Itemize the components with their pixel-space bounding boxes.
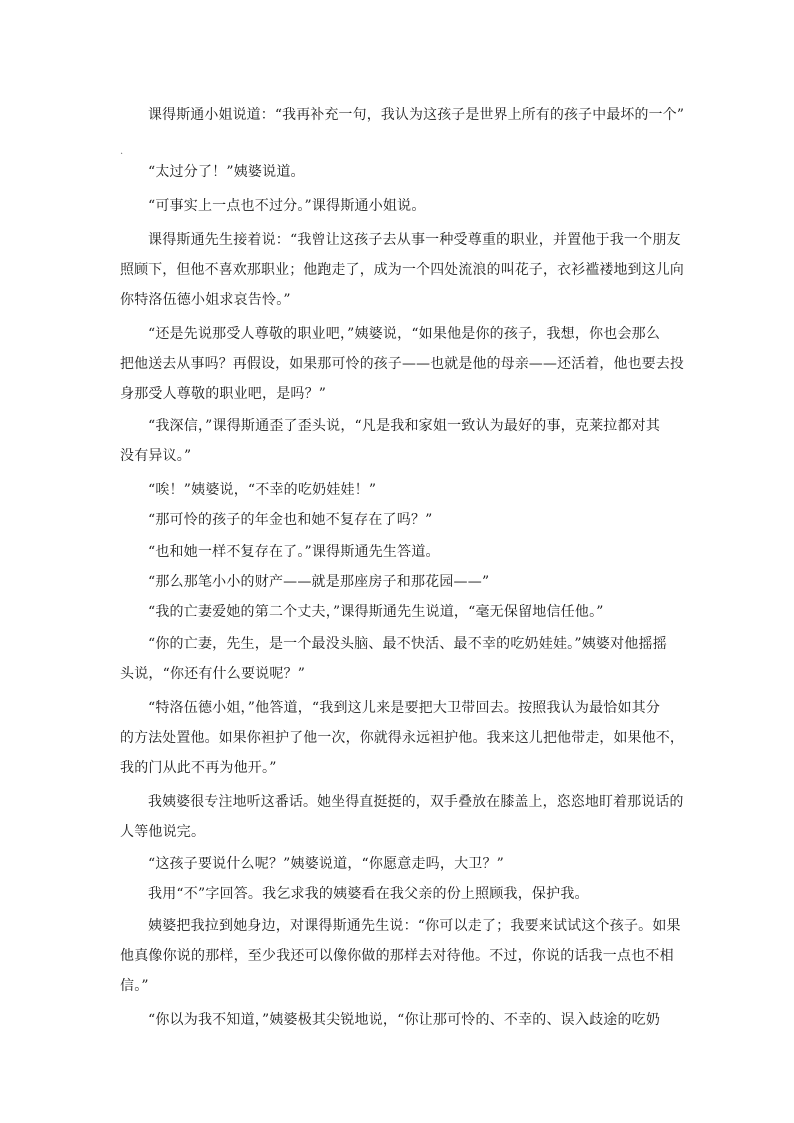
- paragraph-line: “那么那笔小小的财产——就是那座房子和那花园——”: [148, 574, 490, 590]
- paragraph-line: 他真像你说的那样，至少我还可以像你做的那样去对待他。不过，你说的话我一点也不相: [120, 948, 674, 964]
- paragraph-line: “唉！”姨婆说，“不幸的吃奶娃娃！”: [148, 482, 377, 498]
- paragraph-line: 的方法处置他。如果你袒护了他一次，你就得永远袒护他。我来这儿把他带走，如果他不，: [120, 730, 685, 746]
- paragraph-line: “还是先说那受人尊敬的职业吧，”姨婆说，“如果他是你的孩子，我想，你也会那么: [148, 326, 661, 342]
- paragraph-line: “特洛伍德小姐，”他答道，“我到这儿来是要把大卫带回去。按照我认为最恰如其分: [148, 700, 661, 716]
- paragraph-line: “你的亡妻，先生，是一个最没头脑、最不快活、最不幸的吃奶娃娃。”姨婆对他摇摇: [148, 636, 667, 652]
- paragraph-line: “你以为我不知道，”姨婆极其尖锐地说，“你让那可怜的、不幸的、误入歧途的吃奶: [148, 1012, 661, 1028]
- paragraph-line: 照顾下，但他不喜欢那职业；他跑走了，成为一个四处流浪的叫花子，衣衫褴褛地到这儿向: [120, 262, 685, 278]
- paragraph-line: 头说，“你还有什么要说呢？”: [120, 666, 306, 682]
- paragraph-line: 我用“不”字回答。我乞求我的姨婆看在我父亲的份上照顾我，保护我。: [148, 886, 589, 902]
- paragraph-line: 没有异议。”: [120, 448, 192, 464]
- paragraph-line: 你特洛伍德小姐求哀告怜。”: [120, 292, 291, 308]
- paragraph-line: 姨婆把我拉到她身边，对课得斯通先生说：“你可以走了；我要来试试这个孩子。如果: [148, 918, 681, 934]
- paragraph-line: “这孩子要说什么呢？”姨婆说道，“你愿意走吗，大卫？”: [148, 856, 505, 872]
- stray-mark: .: [120, 146, 124, 157]
- paragraph-line: “我的亡妻爱她的第二个丈夫，”课得斯通先生说道，“毫无保留地信任他。”: [148, 604, 604, 620]
- paragraph-line: “太过分了！”姨婆说道。: [148, 164, 305, 180]
- paragraph-line: 课得斯通小姐说道：“我再补充一句，我认为这孩子是世界上所有的孩子中最坏的一个”: [148, 107, 685, 123]
- paragraph-line: “可事实上一点也不过分。”课得斯通小姐说。: [148, 198, 426, 214]
- paragraph-line: 身那受人尊敬的职业吧，是吗？”: [120, 386, 327, 402]
- paragraph-line: 人等他说完。: [120, 824, 206, 840]
- paragraph-line: 我的门从此不再为他开。”: [120, 760, 277, 776]
- paragraph-line: “那可怜的孩子的年金也和她不复存在了吗？”: [148, 512, 433, 528]
- paragraph-line: “也和她一样不复存在了。”课得斯通先生答道。: [148, 544, 440, 560]
- paragraph-line: 把他送去从事吗？再假设，如果那可怜的孩子——也就是他的母亲——还活着，他也要去投: [120, 356, 685, 372]
- paragraph-line: “我深信，”课得斯通歪了歪头说，“凡是我和家姐一致认为最好的事，克莱拉都对其: [148, 418, 661, 434]
- paragraph-line: 信。”: [120, 978, 149, 994]
- paragraph-line: 课得斯通先生接着说：“我曾让这孩子去从事一种受尊重的职业，并置他于我一个朋友: [148, 232, 681, 248]
- paragraph-line: 我姨婆很专注地听这番话。她坐得直挺挺的，双手叠放在膝盖上，恣恣地盯着那说话的: [148, 794, 684, 810]
